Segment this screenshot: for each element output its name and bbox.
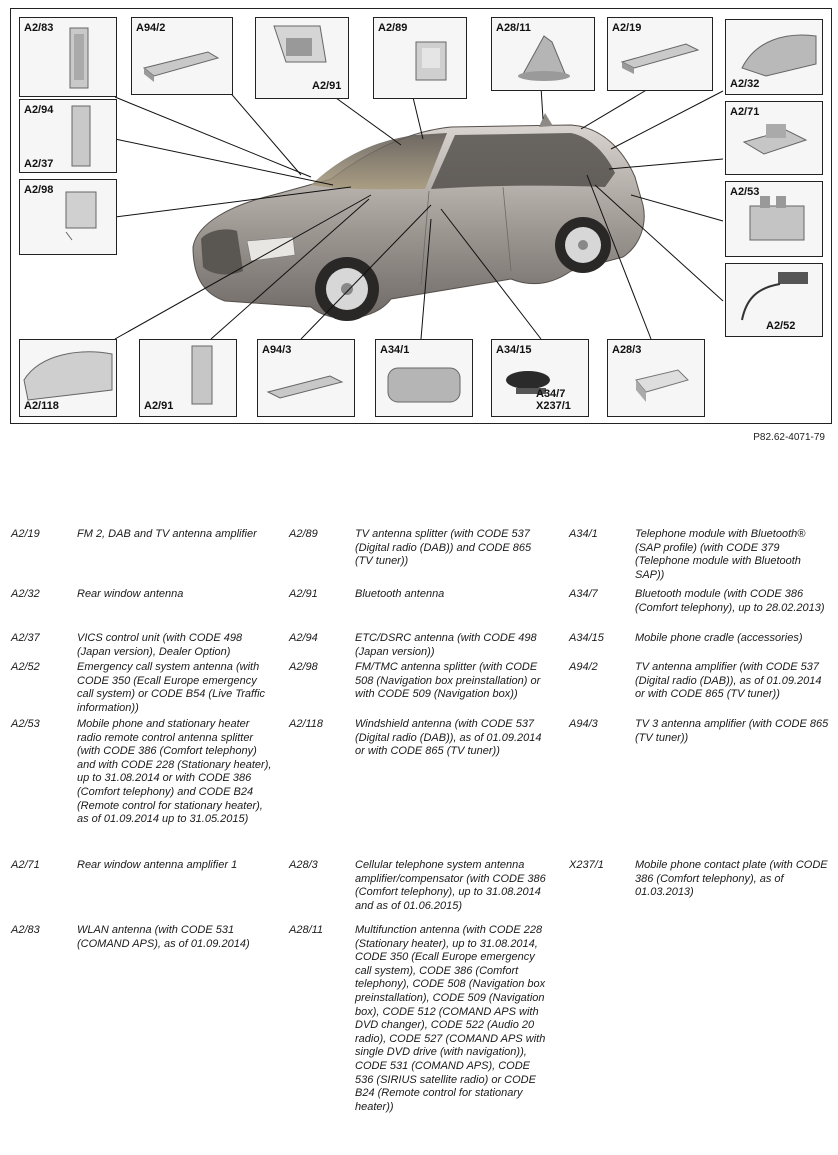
tile-label: A2/37 bbox=[24, 158, 54, 170]
tile-a94-2 bbox=[131, 17, 233, 95]
legend-item bbox=[11, 528, 273, 542]
legend-code: A34/15 bbox=[569, 632, 604, 644]
legend-description: TV 3 antenna amplifier (with CODE 865 (TV tuner)) bbox=[635, 718, 829, 744]
legend-code: A94/3 bbox=[569, 718, 598, 730]
tile-label: A2/19 bbox=[612, 22, 642, 34]
legend-code: A2/83 bbox=[11, 924, 40, 936]
legend-item bbox=[569, 661, 831, 702]
legend-code: A2/32 bbox=[11, 588, 40, 600]
tile-label: A28/11 bbox=[496, 22, 531, 34]
legend-description: ETC/DSRC antenna (with CODE 498 (Japan version)) bbox=[355, 632, 537, 658]
tile-label: A2/118 bbox=[24, 400, 59, 412]
tile-a28-11 bbox=[491, 17, 595, 91]
legend-item bbox=[289, 661, 551, 702]
legend-code: A2/71 bbox=[11, 859, 40, 871]
tile-a2-94-a2-37 bbox=[19, 99, 117, 173]
legend-description: Windshield antenna (with CODE 537 (Digital radio (DAB)), as of 01.09.2014 or with CODE 865 (TV tuner)) bbox=[355, 718, 542, 758]
legend-description: WLAN antenna (with CODE 531 (COMAND APS), as of 01.09.2014) bbox=[77, 924, 250, 950]
legend-code: A2/94 bbox=[289, 632, 318, 644]
legend-code: A94/2 bbox=[569, 661, 598, 673]
legend-item bbox=[289, 859, 551, 913]
legend-description: Bluetooth antenna bbox=[355, 588, 445, 600]
tile-label: A2/32 bbox=[730, 78, 760, 90]
legend-description: Cellular telephone system antenna amplifier/compensator (with CODE 386 (Comfort telephony), up to 31.08.2014 and as of 01.06.2015) bbox=[355, 859, 546, 912]
legend-code: A2/52 bbox=[11, 661, 40, 673]
legend-description: TV antenna splitter (with CODE 537 (Digital radio (DAB)) and CODE 865 (TV tuner)) bbox=[355, 528, 532, 568]
tile-label: A2/52 bbox=[766, 320, 796, 332]
legend-description: Rear window antenna amplifier 1 bbox=[77, 859, 238, 871]
legend-description: Mobile phone and stationary heater radio remote control antenna splitter (with CODE 386 (Comfort telephony) and with CODE 228 (Stationary heater), up to 31.08.2014 or with CODE 386 (Comfort telephony) and CODE B24 (Remote control for stationary heater), as of 01.09.2014 up to 31.05.2015) bbox=[77, 718, 272, 826]
tile-a2-118 bbox=[19, 339, 117, 417]
legend-code: A2/53 bbox=[11, 718, 40, 730]
tile-a94-3 bbox=[257, 339, 355, 417]
tile-a2-19 bbox=[607, 17, 713, 91]
tile-label: X237/1 bbox=[536, 400, 571, 412]
tile-a2-91-top bbox=[255, 17, 349, 99]
legend-code: A2/98 bbox=[289, 661, 318, 673]
tile-label: A34/1 bbox=[380, 344, 410, 356]
tile-label: A2/53 bbox=[730, 186, 760, 198]
legend-description: Mobile phone contact plate (with CODE 386 (Comfort telephony), as of 01.03.2013) bbox=[635, 859, 828, 899]
tile-label: A2/83 bbox=[24, 22, 54, 34]
tile-label: A2/98 bbox=[24, 184, 54, 196]
legend-description: Telephone module with Bluetooth® (SAP profile) (with CODE 379 (Telephone module with Bluetooth SAP)) bbox=[635, 528, 806, 581]
legend-item bbox=[289, 528, 551, 569]
tile-label: A34/15 bbox=[496, 344, 532, 356]
legend-code: A2/37 bbox=[11, 632, 40, 644]
tile-a2-98 bbox=[19, 179, 117, 255]
legend-code: A34/1 bbox=[569, 528, 598, 540]
legend-description: Rear window antenna bbox=[77, 588, 184, 600]
legend-item bbox=[569, 528, 831, 582]
roof-antenna bbox=[539, 113, 553, 127]
legend-item bbox=[11, 924, 273, 951]
legend-item bbox=[569, 588, 831, 615]
legend-item bbox=[11, 859, 273, 873]
legend-item bbox=[289, 924, 551, 1114]
legend-code: A2/19 bbox=[11, 528, 40, 540]
tile-a34-15 bbox=[491, 339, 589, 417]
legend-code: A28/11 bbox=[289, 924, 324, 936]
tile-label: A2/94 bbox=[24, 104, 54, 116]
legend-description: Multifunction antenna (with CODE 228 (Stationary heater), up to 31.08.2014, CODE 350 (Ecall Europe emergency call system), CODE 386 (Comfort telephony), CODE 508 (Navigation box preinstallation), CODE 509 (Navigation box), CODE 512 (COMAND APS with DVD changer), CODE 522 (Audio 20 radio), CODE 527 (COMAND APS with single DVD drive (with navigation)), CODE 531 (COMAND APS), CODE 536 (SIRIUS satellite radio) or CODE B24 (Remote control for stationary heater)) bbox=[355, 924, 546, 1113]
tile-a2-83 bbox=[19, 17, 117, 97]
tile-label: A2/71 bbox=[730, 106, 760, 118]
legend-item bbox=[289, 588, 551, 602]
tile-a28-3 bbox=[607, 339, 705, 417]
tile-a34-1 bbox=[375, 339, 473, 417]
component-location-diagram bbox=[10, 8, 832, 424]
tile-label: A28/3 bbox=[612, 344, 642, 356]
tile-label: A2/91 bbox=[312, 80, 342, 92]
tile-label: A34/7 bbox=[536, 388, 566, 400]
tile-a2-53 bbox=[725, 181, 823, 257]
tile-label: A2/89 bbox=[378, 22, 408, 34]
tile-label: A94/2 bbox=[136, 22, 166, 34]
tile-label: A2/91 bbox=[144, 400, 174, 412]
legend-item bbox=[11, 661, 273, 715]
legend-code: A2/91 bbox=[289, 588, 318, 600]
grille bbox=[201, 229, 243, 274]
legend-item bbox=[569, 718, 831, 745]
legend-description: VICS control unit (with CODE 498 (Japan version), Dealer Option) bbox=[77, 632, 243, 658]
tile-a2-52 bbox=[725, 263, 823, 337]
tile-a2-32 bbox=[725, 19, 823, 95]
legend-description: Mobile phone cradle (accessories) bbox=[635, 632, 803, 644]
legend-item bbox=[569, 632, 831, 646]
legend-description: Bluetooth module (with CODE 386 (Comfort telephony), up to 28.02.2013) bbox=[635, 588, 825, 614]
legend-description: FM/TMC antenna splitter (with CODE 508 (Navigation box preinstallation) or with CODE 509 (Navigation box)) bbox=[355, 661, 541, 701]
legend-item bbox=[569, 859, 831, 900]
legend-description: TV antenna amplifier (with CODE 537 (Digital radio (DAB)), as of 01.09.2014 or with CODE 865 (TV tuner)) bbox=[635, 661, 822, 701]
legend-item bbox=[289, 718, 551, 759]
legend-item bbox=[11, 632, 273, 659]
document-id: P82.62-4071-79 bbox=[753, 432, 825, 443]
legend-item bbox=[11, 588, 273, 602]
tile-a2-71 bbox=[725, 101, 823, 175]
legend-code: A28/3 bbox=[289, 859, 318, 871]
legend-code: A2/89 bbox=[289, 528, 318, 540]
legend-code: A34/7 bbox=[569, 588, 598, 600]
tile-label: A94/3 bbox=[262, 344, 292, 356]
legend-item bbox=[289, 632, 551, 659]
tile-a2-91-bottom bbox=[139, 339, 237, 417]
legend-item bbox=[11, 718, 273, 827]
tile-a2-89 bbox=[373, 17, 467, 99]
legend-code: A2/118 bbox=[289, 718, 324, 730]
windshield bbox=[311, 133, 447, 189]
legend-code: X237/1 bbox=[569, 859, 604, 871]
side-windows bbox=[431, 133, 615, 189]
legend-description: FM 2, DAB and TV antenna amplifier bbox=[77, 528, 257, 540]
legend-description: Emergency call system antenna (with CODE 350 (Ecall Europe emergency call system) or CODE B54 (Live Traffic information)) bbox=[77, 661, 266, 714]
